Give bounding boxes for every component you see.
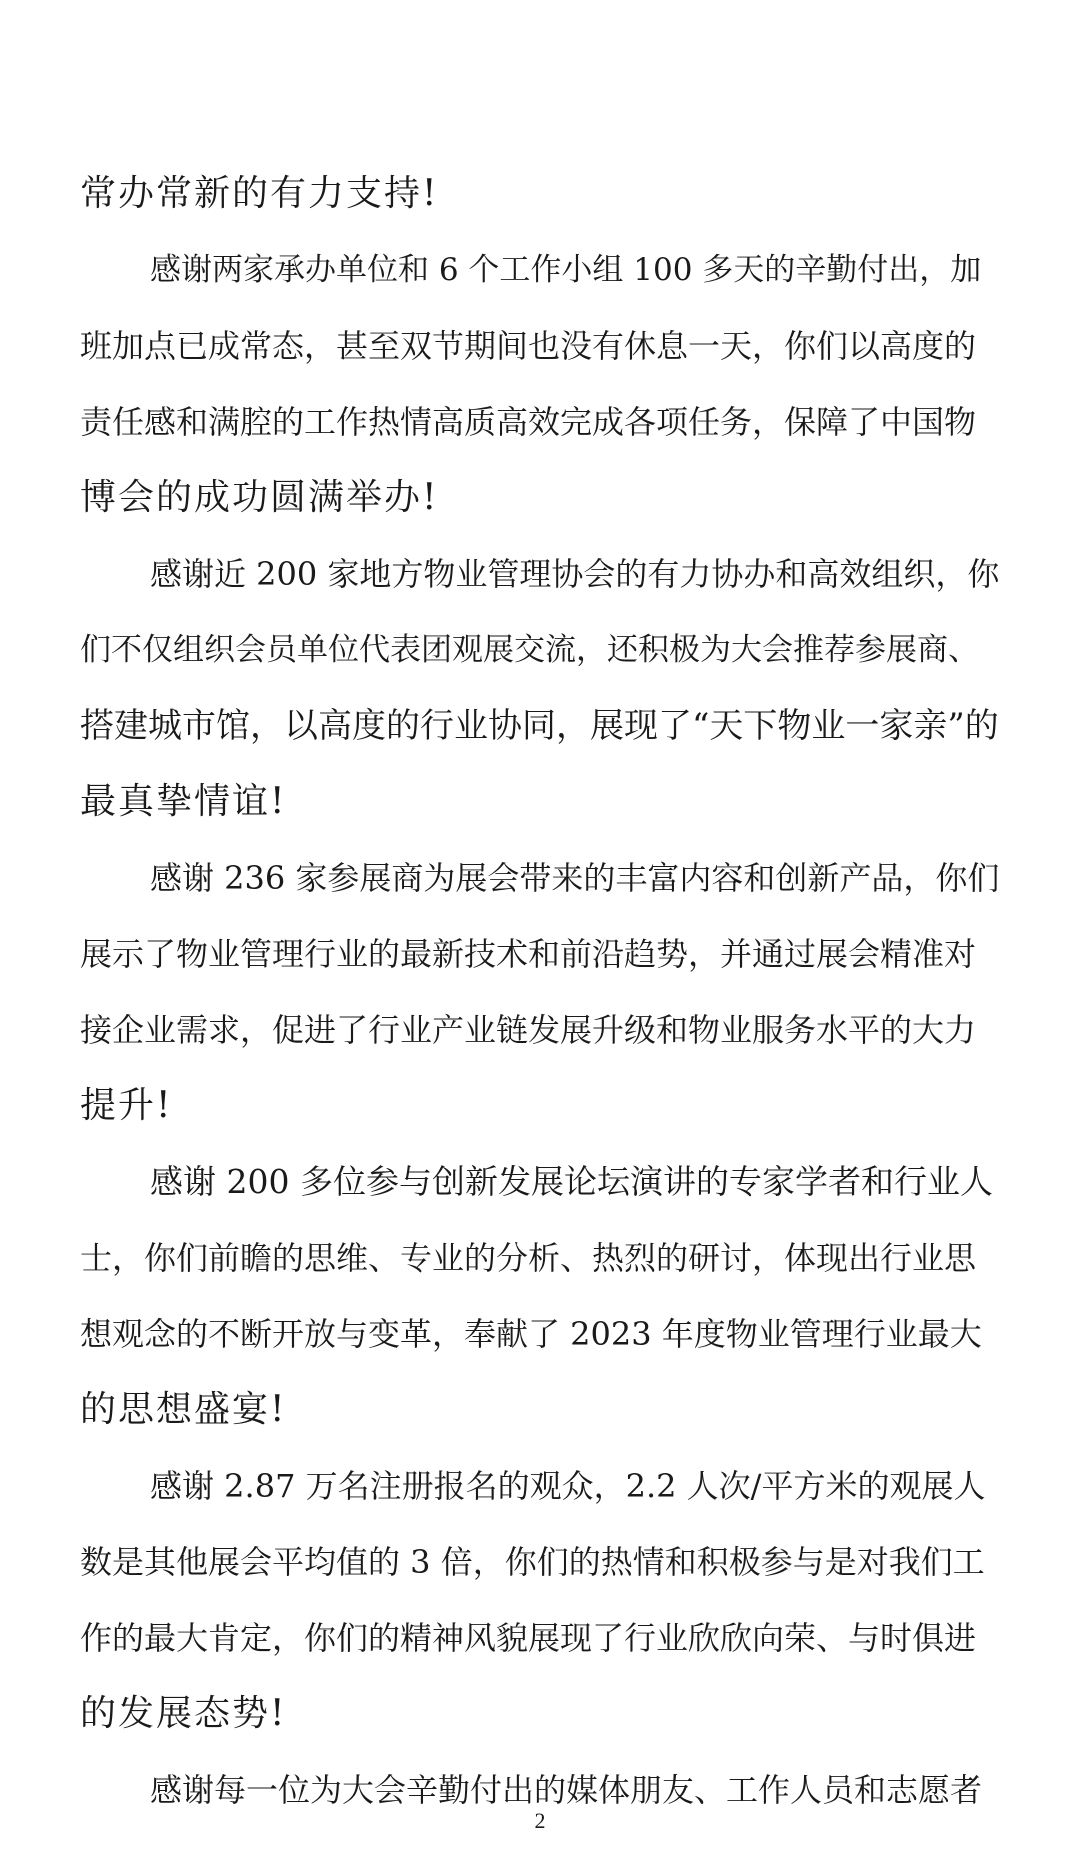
text-line: 的思想盛宴! [80,1389,287,1430]
text-line: 常办常新的有力支持! [80,173,439,214]
text-line: 提升! [80,1085,173,1126]
text-line: 感谢 200 多位参与创新发展论坛演讲的专家学者和行业人 [150,1162,993,1201]
text-line: 们不仅组织会员单位代表团观展交流，还积极为大会推荐参展商、 [80,632,979,668]
text-line: 的发展态势! [80,1693,287,1734]
text-line: 展示了物业管理行业的最新技术和前沿趋势，并通过展会精准对 [80,935,977,973]
page-number: 2 [534,1808,546,1833]
text-line: 感谢 236 家参展商为展会带来的丰富内容和创新产品，你们 [150,859,1000,897]
text-line: 博会的成功圆满举办! [80,477,439,518]
text-line: 感谢 2.87 万名注册报名的观众，2.2 人次/平方米的观展人 [150,1467,986,1505]
text-line: 作的最大肯定，你们的精神风貌展现了行业欣欣向荣、与时俱进 [80,1619,977,1657]
text-line: 接企业需求，促进了行业产业链发展升级和物业服务水平的大力 [80,1011,977,1049]
text-line: 感谢两家承办单位和 6 个工作小组 100 多天的辛勤付出，加 [150,252,982,288]
text-line: 士，你们前瞻的思维、专业的分析、热烈的研讨，体现出行业思 [80,1239,977,1277]
text-line: 感谢每一位为大会辛勤付出的媒体朋友、工作人员和志愿者 [150,1771,983,1809]
text-line: 最真挚情谊! [80,781,287,822]
text-line: 感谢近 200 家地方物业管理协会的有力协办和高效组织，你 [150,555,1000,593]
text-line: 班加点已成常态，甚至双节期间也没有休息一天，你们以高度的 [80,327,977,365]
text-line: 数是其他展会平均值的 3 倍，你们的热情和积极参与是对我们工 [80,1543,985,1581]
text-line: 搭建城市馆，以高度的行业协同，展现了“天下物业一家亲”的 [80,706,999,746]
text-line: 责任感和满腔的工作热情高质高效完成各项任务，保障了中国物 [80,403,977,441]
text-line: 想观念的不断开放与变革，奉献了 2023 年度物业管理行业最大 [80,1315,982,1353]
